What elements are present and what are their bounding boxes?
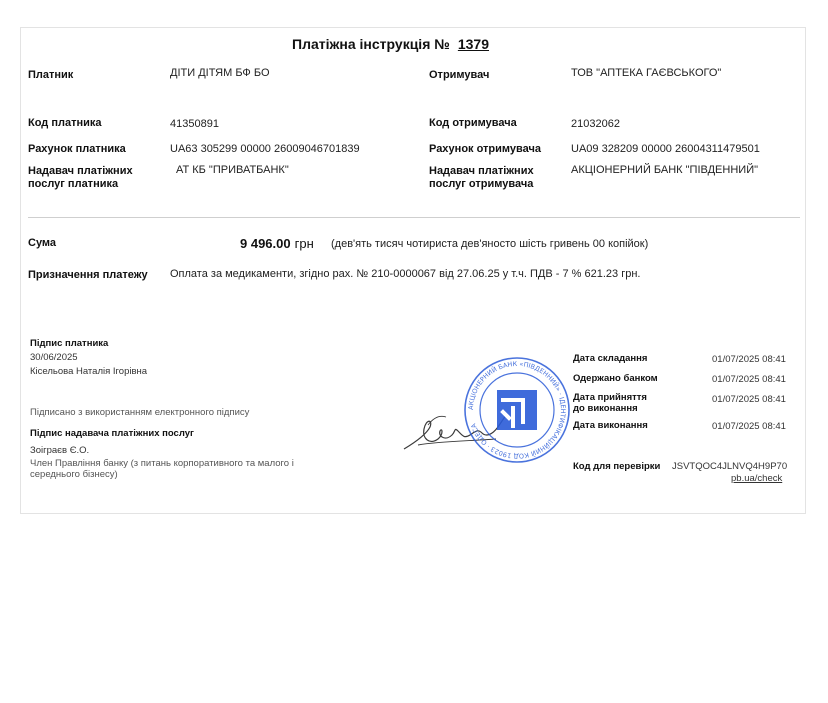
provider-signature-name: Зоіграєв Є.О. bbox=[30, 445, 90, 456]
payer-signature-date: 30/06/2025 bbox=[30, 352, 78, 363]
stamp-text: АКЦІОНЕРНИЙ БАНК «ПІВДЕННИЙ» · ІДЕНТИФІКАЦІЙНИЙ КОД 19023 · ОДЕСА bbox=[466, 359, 568, 461]
executed-date: 01/07/2025 08:41 bbox=[712, 421, 786, 432]
sum-label: Сума bbox=[28, 237, 57, 249]
received-date-label: Одержано банком bbox=[573, 373, 658, 384]
payer-provider-label-line1: Надавач платіжних bbox=[28, 165, 133, 177]
recipient-account: UA09 328209 00000 26004311479501 bbox=[571, 143, 760, 155]
recipient-account-label: Рахунок отримувача bbox=[429, 143, 541, 155]
payer-code: 41350891 bbox=[170, 118, 219, 130]
payer-provider-label-line2: послуг платника bbox=[28, 178, 119, 190]
electronic-signature-note: Підписано з використанням електронного підпису bbox=[30, 407, 250, 418]
payer-value: ДІТИ ДІТЯМ БФ БО bbox=[170, 67, 270, 79]
title-label: Платіжна інструкція № bbox=[292, 36, 450, 52]
payer-signature-label: Підпис платника bbox=[30, 338, 109, 349]
payer-provider-label bbox=[28, 165, 133, 191]
provider-signature-label: Підпис надавача платіжних послуг bbox=[30, 428, 194, 439]
recipient-value: ТОВ "АПТЕКА ГАЄВСЬКОГО" bbox=[571, 67, 722, 79]
recipient-provider-label-line2: послуг отримувача bbox=[429, 178, 534, 190]
purpose-label: Призначення платежу bbox=[28, 269, 148, 281]
accepted-date-label bbox=[573, 392, 647, 414]
recipient-code: 21032062 bbox=[571, 118, 620, 130]
accepted-date: 01/07/2025 08:41 bbox=[712, 394, 786, 405]
payer-label: Платник bbox=[28, 69, 74, 81]
accepted-date-label-line2: до виконання bbox=[573, 403, 638, 414]
sum-amount bbox=[240, 236, 314, 251]
recipient-code-label: Код отримувача bbox=[429, 117, 517, 129]
check-code: JSVTQOC4JLNVQ4H9P70 bbox=[672, 461, 788, 472]
payer-account-label: Рахунок платника bbox=[28, 143, 126, 155]
recipient-provider-label bbox=[429, 165, 534, 191]
composed-date-label: Дата складання bbox=[573, 353, 648, 364]
accepted-date-label-line1: Дата прийняття bbox=[573, 392, 647, 403]
recipient-label: Отримувач bbox=[429, 69, 490, 81]
bank-stamp bbox=[463, 356, 571, 464]
instruction-number: 1379 bbox=[457, 36, 490, 52]
composed-date: 01/07/2025 08:41 bbox=[712, 354, 786, 365]
payer-code-label: Код платника bbox=[28, 117, 102, 129]
check-link[interactable]: pb.ua/check bbox=[731, 473, 783, 484]
sum-currency: грн bbox=[294, 236, 314, 251]
provider-signature-position: Член Правління банку (з питань корпоративного та малого і середнього бізнесу) bbox=[30, 458, 294, 480]
purpose-value: Оплата за медикаменти, згідно рах. № 210-0000067 від 27.06.25 у т.ч. ПДВ - 7 % 621.23 грн. bbox=[170, 268, 641, 280]
payer-signature-name: Кісельова Наталія Ігорівна bbox=[30, 366, 148, 377]
recipient-provider-label-line1: Надавач платіжних bbox=[429, 165, 534, 177]
received-date: 01/07/2025 08:41 bbox=[712, 374, 786, 385]
payer-account: UA63 305299 00000 26009046701839 bbox=[170, 143, 360, 155]
executed-date-label: Дата виконання bbox=[573, 420, 648, 431]
sum-amount-value: 9 496.00 bbox=[240, 236, 291, 251]
recipient-provider: АКЦІОНЕРНИЙ БАНК "ПІВДЕННИЙ" bbox=[571, 164, 758, 176]
payer-provider: АТ КБ "ПРИВАТБАНК" bbox=[176, 164, 289, 176]
sum-words: (дев'ять тисяч чотириста дев'яносто шість гривень 00 копійок) bbox=[331, 238, 649, 250]
check-code-label: Код для перевірки bbox=[573, 461, 661, 472]
section-divider bbox=[28, 217, 800, 218]
document-title bbox=[292, 36, 489, 52]
